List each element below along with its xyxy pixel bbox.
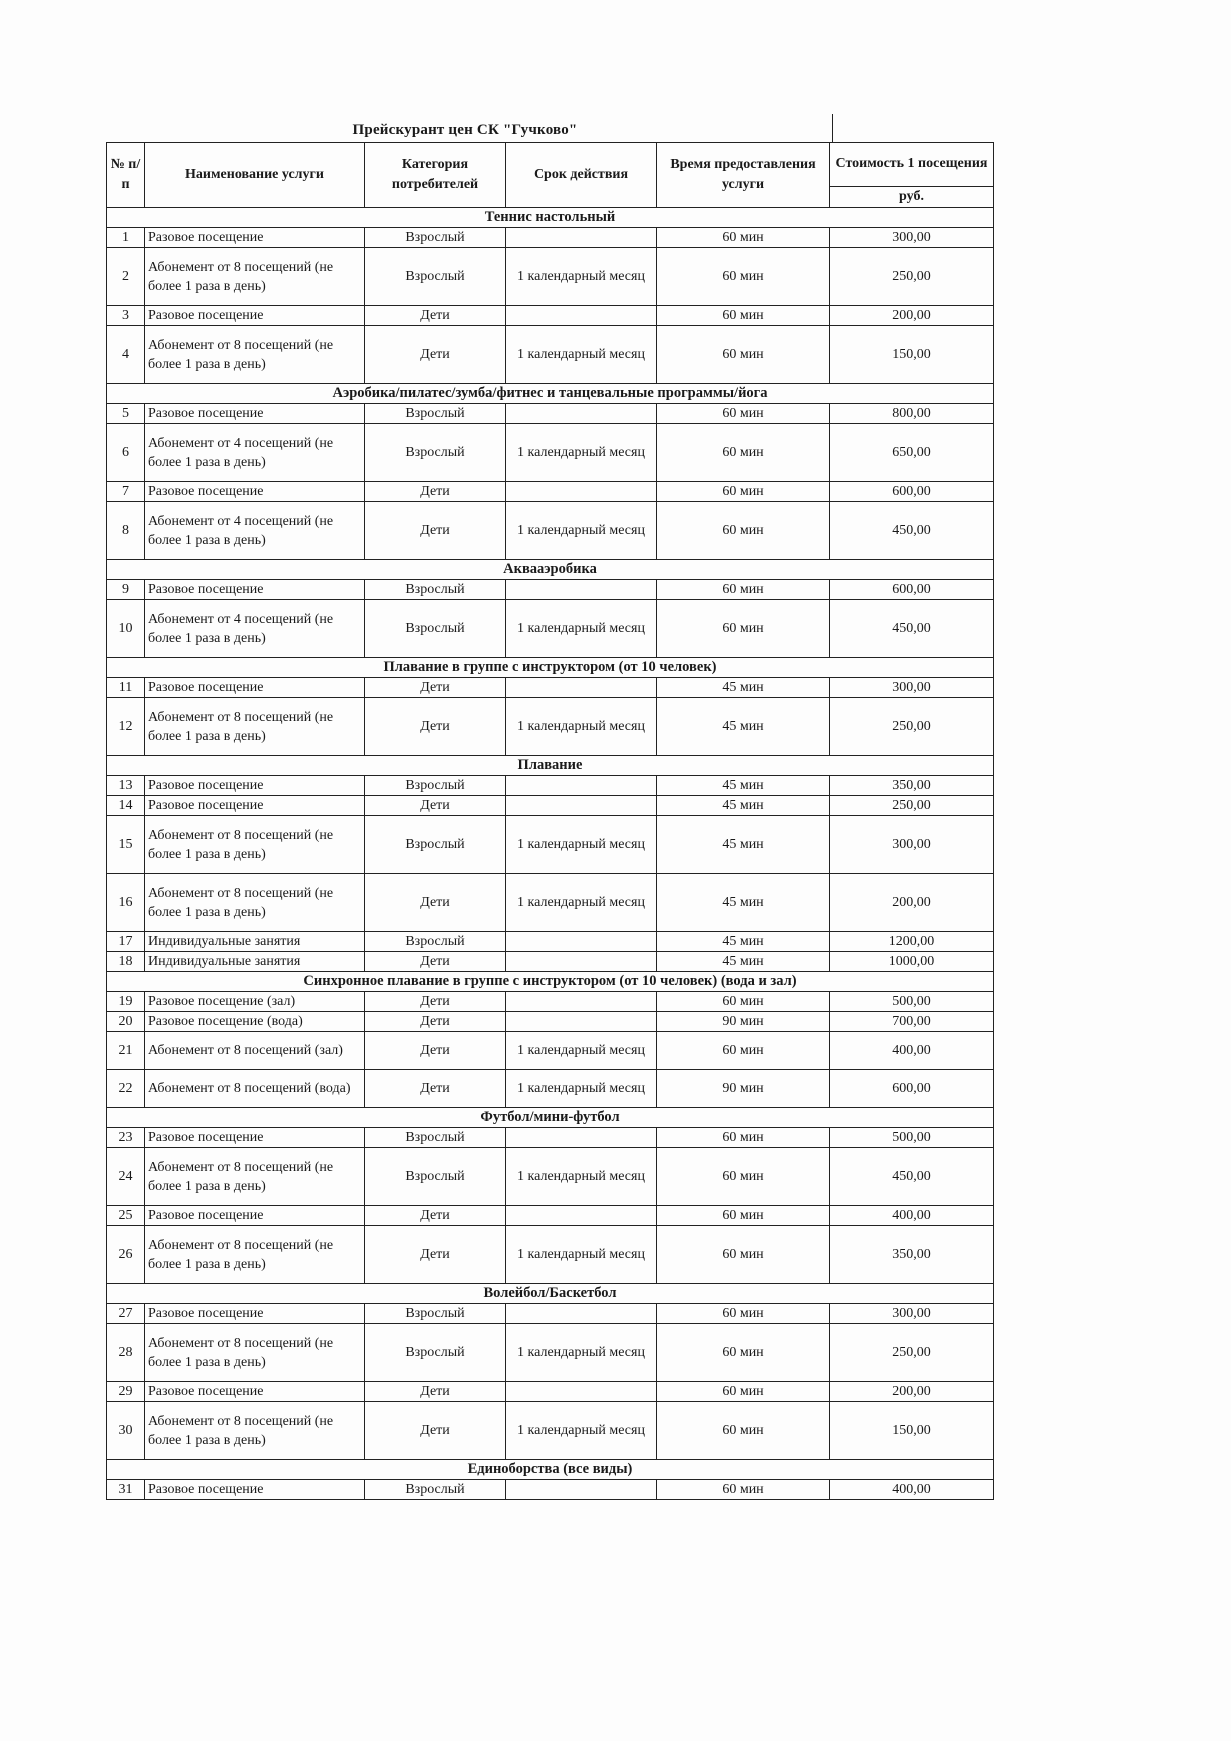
row-number: 24 — [107, 1148, 145, 1206]
table-row — [107, 580, 994, 600]
consumer-category: Взрослый — [365, 600, 506, 658]
validity-term: 1 календарный месяц — [506, 1032, 657, 1070]
table-row — [107, 1402, 994, 1460]
visit-price: 350,00 — [830, 1226, 994, 1284]
service-name: Разовое посещение — [145, 1304, 365, 1324]
row-number: 19 — [107, 992, 145, 1012]
table-row — [107, 1206, 994, 1226]
visit-price: 300,00 — [830, 228, 994, 248]
validity-term — [506, 952, 657, 972]
service-name: Разовое посещение (вода) — [145, 1012, 365, 1032]
table-row — [107, 404, 994, 424]
row-number: 30 — [107, 1402, 145, 1460]
visit-price: 250,00 — [830, 796, 994, 816]
visit-price: 250,00 — [830, 698, 994, 756]
table-row — [107, 1012, 994, 1032]
service-duration: 60 мин — [657, 1226, 830, 1284]
section-header — [107, 384, 994, 404]
row-number: 12 — [107, 698, 145, 756]
row-number: 6 — [107, 424, 145, 482]
service-name: Абонемент от 8 посещений (не более 1 раза в день) — [145, 1226, 365, 1284]
service-duration: 60 мин — [657, 1382, 830, 1402]
visit-price: 300,00 — [830, 1304, 994, 1324]
table-row — [107, 306, 994, 326]
service-duration: 45 мин — [657, 776, 830, 796]
section-title: Футбол/мини-футбол — [107, 1108, 994, 1128]
header-term: Срок действия — [506, 143, 657, 208]
service-name: Абонемент от 4 посещений (не более 1 раза в день) — [145, 424, 365, 482]
service-duration: 45 мин — [657, 932, 830, 952]
row-number: 28 — [107, 1324, 145, 1382]
consumer-category: Дети — [365, 502, 506, 560]
service-name: Абонемент от 4 посещений (не более 1 раза в день) — [145, 502, 365, 560]
service-duration: 60 мин — [657, 580, 830, 600]
validity-term — [506, 482, 657, 502]
service-duration: 45 мин — [657, 678, 830, 698]
section-header — [107, 1460, 994, 1480]
validity-term — [506, 1128, 657, 1148]
section-header — [107, 560, 994, 580]
section-header — [107, 1108, 994, 1128]
table-row — [107, 698, 994, 756]
section-title: Аэробика/пилатес/зумба/фитнес и танцевальные программы/йога — [107, 384, 994, 404]
section-title: Волейбол/Баскетбол — [107, 1284, 994, 1304]
section-header — [107, 658, 994, 678]
section-header — [107, 208, 994, 228]
consumer-category: Взрослый — [365, 580, 506, 600]
table-row — [107, 326, 994, 384]
service-duration: 60 мин — [657, 482, 830, 502]
service-name: Разовое посещение — [145, 1128, 365, 1148]
section-title: Плавание — [107, 756, 994, 776]
service-duration: 60 мин — [657, 1324, 830, 1382]
consumer-category: Дети — [365, 1032, 506, 1070]
consumer-category: Дети — [365, 678, 506, 698]
validity-term: 1 календарный месяц — [506, 600, 657, 658]
service-name: Разовое посещение — [145, 796, 365, 816]
row-number: 20 — [107, 1012, 145, 1032]
table-row — [107, 248, 994, 306]
table-row — [107, 424, 994, 482]
header-price-unit: руб. — [830, 186, 994, 207]
consumer-category: Дети — [365, 874, 506, 932]
service-duration: 60 мин — [657, 502, 830, 560]
visit-price: 450,00 — [830, 502, 994, 560]
consumer-category: Дети — [365, 1070, 506, 1108]
row-number: 1 — [107, 228, 145, 248]
table-divider — [832, 114, 833, 142]
visit-price: 150,00 — [830, 326, 994, 384]
visit-price: 500,00 — [830, 1128, 994, 1148]
validity-term — [506, 932, 657, 952]
table-body — [107, 208, 994, 1500]
visit-price: 600,00 — [830, 580, 994, 600]
service-duration: 60 мин — [657, 1480, 830, 1500]
service-name: Разовое посещение (зал) — [145, 992, 365, 1012]
service-name: Разовое посещение — [145, 1382, 365, 1402]
validity-term: 1 календарный месяц — [506, 424, 657, 482]
section-header — [107, 1284, 994, 1304]
section-title: Единоборства (все виды) — [107, 1460, 994, 1480]
consumer-category: Дети — [365, 326, 506, 384]
service-name: Абонемент от 8 посещений (не более 1 раза в день) — [145, 698, 365, 756]
consumer-category: Взрослый — [365, 1304, 506, 1324]
consumer-category: Дети — [365, 698, 506, 756]
visit-price: 300,00 — [830, 678, 994, 698]
service-duration: 60 мин — [657, 1206, 830, 1226]
service-name: Абонемент от 8 посещений (не более 1 раза в день) — [145, 1324, 365, 1382]
service-duration: 60 мин — [657, 1402, 830, 1460]
service-duration: 90 мин — [657, 1012, 830, 1032]
service-duration: 60 мин — [657, 1148, 830, 1206]
section-header — [107, 972, 994, 992]
row-number: 27 — [107, 1304, 145, 1324]
consumer-category: Взрослый — [365, 228, 506, 248]
visit-price: 800,00 — [830, 404, 994, 424]
visit-price: 450,00 — [830, 1148, 994, 1206]
service-duration: 60 мин — [657, 600, 830, 658]
visit-price: 700,00 — [830, 1012, 994, 1032]
service-name: Абонемент от 8 посещений (не более 1 раза в день) — [145, 1402, 365, 1460]
validity-term — [506, 1206, 657, 1226]
table-row — [107, 1382, 994, 1402]
row-number: 14 — [107, 796, 145, 816]
consumer-category: Взрослый — [365, 248, 506, 306]
validity-term — [506, 404, 657, 424]
table-row — [107, 600, 994, 658]
service-duration: 45 мин — [657, 796, 830, 816]
validity-term — [506, 1480, 657, 1500]
service-duration: 60 мин — [657, 326, 830, 384]
row-number: 25 — [107, 1206, 145, 1226]
validity-term — [506, 1012, 657, 1032]
consumer-category: Взрослый — [365, 1148, 506, 1206]
page-title: Прейскурант цен СК "Гучково" — [352, 122, 578, 138]
row-number: 11 — [107, 678, 145, 698]
visit-price: 500,00 — [830, 992, 994, 1012]
validity-term — [506, 678, 657, 698]
table-row — [107, 1304, 994, 1324]
validity-term: 1 календарный месяц — [506, 1402, 657, 1460]
table-row — [107, 1128, 994, 1148]
visit-price: 650,00 — [830, 424, 994, 482]
visit-price: 200,00 — [830, 1382, 994, 1402]
consumer-category: Дети — [365, 952, 506, 972]
consumer-category: Взрослый — [365, 776, 506, 796]
table-row — [107, 1324, 994, 1382]
validity-term — [506, 306, 657, 326]
service-duration: 60 мин — [657, 1304, 830, 1324]
service-duration: 45 мин — [657, 952, 830, 972]
validity-term — [506, 776, 657, 796]
row-number: 4 — [107, 326, 145, 384]
validity-term: 1 календарный месяц — [506, 1148, 657, 1206]
table-row — [107, 502, 994, 560]
header-price: Стоимость 1 посещения — [830, 143, 994, 187]
service-name: Абонемент от 8 посещений (не более 1 раза в день) — [145, 816, 365, 874]
row-number: 17 — [107, 932, 145, 952]
section-title: Синхронное плавание в группе с инструктором (от 10 человек) (вода и зал) — [107, 972, 994, 992]
validity-term: 1 календарный месяц — [506, 248, 657, 306]
service-duration: 90 мин — [657, 1070, 830, 1108]
service-name: Разовое посещение — [145, 1206, 365, 1226]
consumer-category: Дети — [365, 1382, 506, 1402]
visit-price: 400,00 — [830, 1032, 994, 1070]
row-number: 13 — [107, 776, 145, 796]
header-num: № п/п — [107, 143, 145, 208]
row-number: 16 — [107, 874, 145, 932]
row-number: 9 — [107, 580, 145, 600]
service-name: Разовое посещение — [145, 228, 365, 248]
row-number: 5 — [107, 404, 145, 424]
validity-term — [506, 1304, 657, 1324]
service-duration: 45 мин — [657, 816, 830, 874]
service-name: Абонемент от 8 посещений (не более 1 раза в день) — [145, 874, 365, 932]
table-row — [107, 952, 994, 972]
service-name: Разовое посещение — [145, 1480, 365, 1500]
section-title: Плавание в группе с инструктором (от 10 человек) — [107, 658, 994, 678]
consumer-category: Дети — [365, 1206, 506, 1226]
validity-term — [506, 228, 657, 248]
visit-price: 450,00 — [830, 600, 994, 658]
visit-price: 250,00 — [830, 248, 994, 306]
validity-term — [506, 580, 657, 600]
header-category: Категория потребителей — [365, 143, 506, 208]
service-duration: 45 мин — [657, 874, 830, 932]
header-name: Наименование услуги — [145, 143, 365, 208]
table-row — [107, 228, 994, 248]
visit-price: 600,00 — [830, 1070, 994, 1108]
consumer-category: Взрослый — [365, 424, 506, 482]
price-table — [106, 142, 994, 1500]
visit-price: 200,00 — [830, 874, 994, 932]
visit-price: 350,00 — [830, 776, 994, 796]
table-row — [107, 1032, 994, 1070]
row-number: 7 — [107, 482, 145, 502]
visit-price: 600,00 — [830, 482, 994, 502]
service-duration: 60 мин — [657, 228, 830, 248]
consumer-category: Взрослый — [365, 932, 506, 952]
validity-term: 1 календарный месяц — [506, 1070, 657, 1108]
row-number: 29 — [107, 1382, 145, 1402]
validity-term: 1 календарный месяц — [506, 1324, 657, 1382]
visit-price: 300,00 — [830, 816, 994, 874]
visit-price: 400,00 — [830, 1206, 994, 1226]
visit-price: 150,00 — [830, 1402, 994, 1460]
row-number: 31 — [107, 1480, 145, 1500]
consumer-category: Дети — [365, 1226, 506, 1284]
validity-term: 1 календарный месяц — [506, 502, 657, 560]
table-row — [107, 796, 994, 816]
consumer-category: Дети — [365, 992, 506, 1012]
row-number: 15 — [107, 816, 145, 874]
table-row — [107, 678, 994, 698]
row-number: 22 — [107, 1070, 145, 1108]
service-duration: 60 мин — [657, 1128, 830, 1148]
consumer-category: Взрослый — [365, 1128, 506, 1148]
table-row — [107, 992, 994, 1012]
table-row — [107, 1148, 994, 1206]
consumer-category: Дети — [365, 306, 506, 326]
visit-price: 250,00 — [830, 1324, 994, 1382]
service-duration: 45 мин — [657, 698, 830, 756]
consumer-category: Дети — [365, 796, 506, 816]
row-number: 21 — [107, 1032, 145, 1070]
consumer-category: Взрослый — [365, 1324, 506, 1382]
row-number: 26 — [107, 1226, 145, 1284]
section-title: Теннис настольный — [107, 208, 994, 228]
visit-price: 1200,00 — [830, 932, 994, 952]
table-row — [107, 776, 994, 796]
validity-term — [506, 796, 657, 816]
service-name: Разовое посещение — [145, 580, 365, 600]
service-duration: 60 мин — [657, 992, 830, 1012]
validity-term — [506, 992, 657, 1012]
row-number: 2 — [107, 248, 145, 306]
service-name: Разовое посещение — [145, 404, 365, 424]
service-name: Разовое посещение — [145, 776, 365, 796]
table-row — [107, 932, 994, 952]
service-name: Абонемент от 8 посещений (вода) — [145, 1070, 365, 1108]
service-duration: 60 мин — [657, 306, 830, 326]
header-time: Время предоставления услуги — [657, 143, 830, 208]
row-number: 10 — [107, 600, 145, 658]
service-name: Индивидуальные занятия — [145, 952, 365, 972]
service-name: Абонемент от 4 посещений (не более 1 раза в день) — [145, 600, 365, 658]
service-duration: 60 мин — [657, 248, 830, 306]
consumer-category: Дети — [365, 482, 506, 502]
row-number: 8 — [107, 502, 145, 560]
table-row — [107, 1480, 994, 1500]
consumer-category: Дети — [365, 1012, 506, 1032]
service-name: Абонемент от 8 посещений (не более 1 раза в день) — [145, 248, 365, 306]
validity-term: 1 календарный месяц — [506, 326, 657, 384]
section-title: Аквааэробика — [107, 560, 994, 580]
service-name: Индивидуальные занятия — [145, 932, 365, 952]
visit-price: 200,00 — [830, 306, 994, 326]
table-row — [107, 1070, 994, 1108]
service-name: Абонемент от 8 посещений (не более 1 раза в день) — [145, 1148, 365, 1206]
visit-price: 1000,00 — [830, 952, 994, 972]
section-header — [107, 756, 994, 776]
row-number: 3 — [107, 306, 145, 326]
table-row — [107, 874, 994, 932]
table-row — [107, 482, 994, 502]
service-duration: 60 мин — [657, 424, 830, 482]
service-name: Разовое посещение — [145, 306, 365, 326]
validity-term — [506, 1382, 657, 1402]
service-name: Абонемент от 8 посещений (зал) — [145, 1032, 365, 1070]
visit-price: 400,00 — [830, 1480, 994, 1500]
service-name: Абонемент от 8 посещений (не более 1 раза в день) — [145, 326, 365, 384]
service-name: Разовое посещение — [145, 482, 365, 502]
consumer-category: Взрослый — [365, 404, 506, 424]
validity-term: 1 календарный месяц — [506, 698, 657, 756]
consumer-category: Дети — [365, 1402, 506, 1460]
service-name: Разовое посещение — [145, 678, 365, 698]
consumer-category: Взрослый — [365, 816, 506, 874]
validity-term: 1 календарный месяц — [506, 1226, 657, 1284]
table-row — [107, 1226, 994, 1284]
consumer-category: Взрослый — [365, 1480, 506, 1500]
row-number: 23 — [107, 1128, 145, 1148]
validity-term: 1 календарный месяц — [506, 816, 657, 874]
validity-term: 1 календарный месяц — [506, 874, 657, 932]
service-duration: 60 мин — [657, 1032, 830, 1070]
row-number: 18 — [107, 952, 145, 972]
table-row — [107, 816, 994, 874]
service-duration: 60 мин — [657, 404, 830, 424]
